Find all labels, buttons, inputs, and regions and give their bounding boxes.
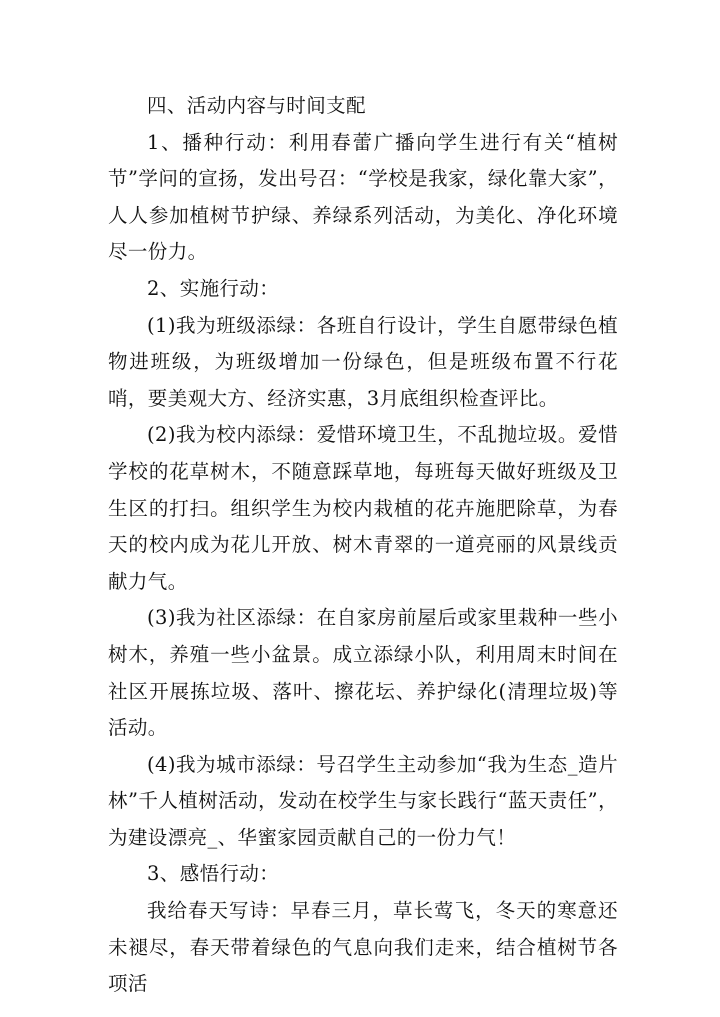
paragraph-implementation-heading: 2、实施行动： [147, 276, 280, 300]
paragraph-spring-poem: 我给春天写诗：早春三月，草长莺飞，冬天的寒意还未褪尽，春天带着绿色的气息向我们走来，结合植树节各项活 [108, 899, 618, 996]
document-body [108, 88, 618, 1003]
paragraph-city-greening: (4)我为城市添绿：号召学生主动参加“我为生态_造片林”千人植树活动，发动在校学生与家长践行“蓝天责任”，为建设漂亮_、华蜜家园贡献自己的一份力气！ [108, 752, 618, 849]
paragraph-sowing-action: 1、播种行动：利用春蕾广播向学生进行有关“植树节”学问的宣扬，发出号召：“学校是我家，绿化靠大家”，人人参加植树节护绿、养绿系列活动，为美化、净化环境尽一份力。 [108, 130, 618, 264]
paragraph-campus-greening: (2)我为校内添绿：爱惜环境卫生，不乱抛垃圾。爱惜学校的花草树木，不随意踩草地，每班每天做好班级及卫生区的打扫。组织学生为校内栽植的花卉施肥除草，为春天的校内成为花儿开放、树木青翠的一道亮丽的风景线贡献力气。 [108, 423, 618, 593]
paragraph-class-greening: (1)我为班级添绿：各班自行设计，学生自愿带绿色植物进班级，为班级增加一份绿色，但是班级布置不行花哨，要美观大方、经济实惠，3月底组织检查评比。 [108, 313, 618, 410]
paragraph-community-greening: (3)我为社区添绿：在自家房前屋后或家里栽种一些小树木，养殖一些小盆景。成立添绿小队，利用周末时间在社区开展拣垃圾、落叶、擦花坛、养护绿化(清理垃圾)等活动。 [108, 606, 618, 740]
section-heading-activities: 四、活动内容与时间支配 [147, 94, 366, 117]
paragraph-reflection-heading: 3、感悟行动： [147, 862, 280, 886]
